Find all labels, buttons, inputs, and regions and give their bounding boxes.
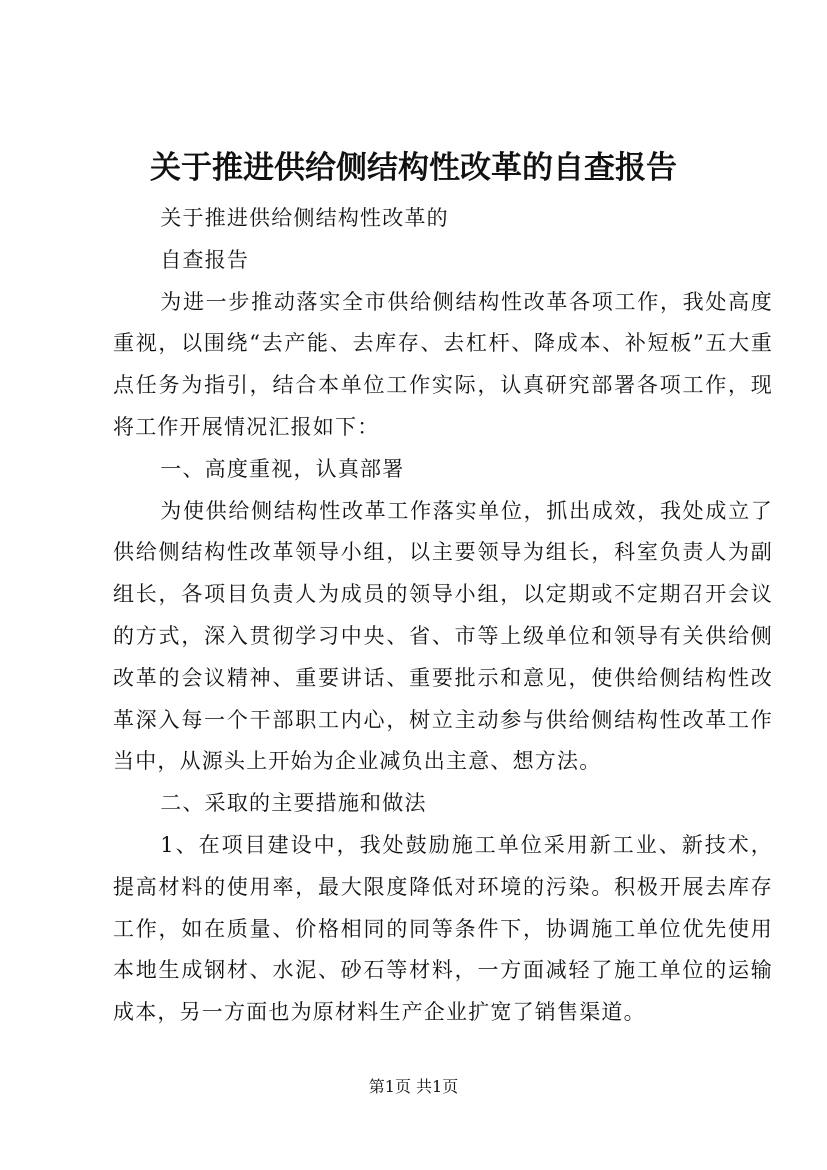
intro-paragraph: 为进一步推动落实全市供给侧结构性改革各项工作，我处高度重视，以围绕“去产能、去库存、去杠杆、降成本、补短板”五大重点任务为指引，结合本单位工作实际，认真研究部署各项工作，现将工作开展情况汇报如下：	[113, 289, 773, 439]
section-heading-2: 二、采取的主要措施和做法	[160, 791, 427, 816]
subtitle-line-1: 关于推进供给侧结构性改革的	[160, 206, 449, 230]
section-1-paragraph: 为使供给侧结构性改革工作落实单位，抓出成效，我处成立了供给侧结构性改革领导小组，以主要领导为组长，科室负责人为副组长，各项目负责人为成员的领导小组，以定期或不定期召开会议的方式，深入贯彻学习中央、省、市等上级单位和领导有关供给侧改革的会议精神、重要讲话、重要批示和意见，使供给侧结构性改革深入每一个干部职工内心，树立主动参与供给侧结构性改革工作当中，从源头上开始为企业减负出主意、想方法。	[113, 498, 773, 774]
section-2-paragraph: 1、在项目建设中，我处鼓励施工单位采用新工业、新技术，提高材料的使用率，最大限度降低对环境的污染。积极开展去库存工作，如在质量、价格相同的同等条件下，协调施工单位优先使用本地生成钢材、水泥、砂石等材料，一方面减轻了施工单位的运输成本，另一方面也为原材料生产企业扩宽了销售渠道。	[113, 832, 773, 1025]
page-footer: 第1页 共1页	[368, 1077, 459, 1096]
section-heading-1: 一、高度重视，认真部署	[160, 456, 405, 481]
document-title: 关于推进供给侧结构性改革的自查报告	[150, 150, 677, 186]
document-body	[113, 198, 773, 1034]
subtitle-line-2: 自查报告	[160, 247, 250, 272]
